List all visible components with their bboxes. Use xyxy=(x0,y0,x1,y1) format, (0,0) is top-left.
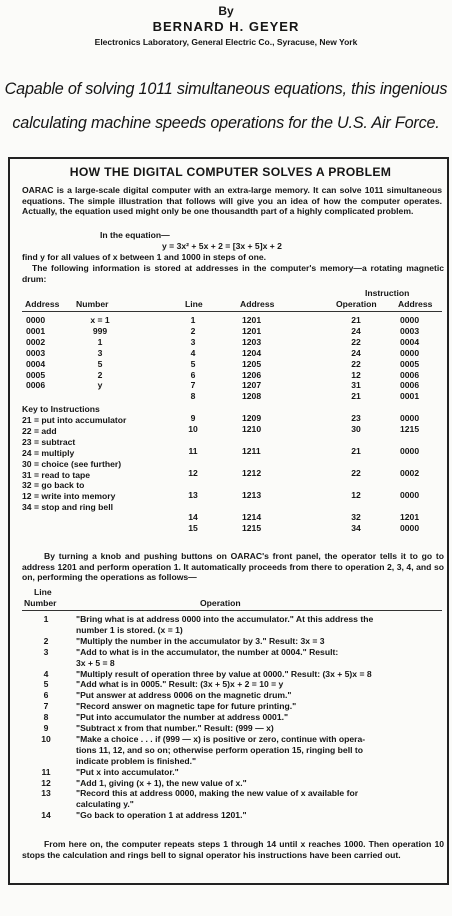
operation-text: "Record answer on magnetic tape for future printing." xyxy=(76,701,297,712)
program-line: 10 xyxy=(188,424,198,434)
program-address: 1210 xyxy=(242,424,262,434)
header-line: Line xyxy=(185,299,203,309)
program-address: 1203 xyxy=(242,336,262,347)
header-address-3: Address xyxy=(398,299,433,309)
operation-text: "Put x into accumulator." xyxy=(76,766,179,777)
ops-header-line: Line xyxy=(34,587,52,597)
operation-text: "Add 1, giving (x + 1), the new value of x." xyxy=(76,777,247,788)
key-item: 32 = go back to xyxy=(22,480,85,491)
program-address: 1201 xyxy=(242,325,262,336)
operation-number: 3 xyxy=(43,646,49,657)
knob-paragraph: By turning a knob and pushing buttons on OARAC's front panel, the operator tells it to go to address 1201 and perform operation 1. It automatically proceeds from there to operation 2, 3, 4, and so on, performing the operations as follows— xyxy=(22,551,444,583)
author-name: BERNARD H. GEYER xyxy=(152,19,300,34)
memory-address: 0001 xyxy=(26,325,46,336)
closing-paragraph: From here on, the computer repeats steps 1 through 14 until x reaches 1000. Then operation 10 stops the calculation and rings bell to signal operator his instructions have been carried out. xyxy=(22,839,444,860)
program-operation: 24 xyxy=(351,347,361,358)
program-line: 12 xyxy=(188,468,198,478)
operation-number: 13 xyxy=(41,788,51,799)
operation-number: 1 xyxy=(43,614,49,624)
program-line: 5 xyxy=(190,358,196,369)
operation-text: "Multiply result of operation three by value at 0000." Result: (3x + 5)x = 8 xyxy=(76,668,372,679)
program-operation: 30 xyxy=(351,424,361,434)
program-address: 1201 xyxy=(242,315,262,325)
memory-number: 3 xyxy=(97,347,103,358)
operation-number: 5 xyxy=(43,679,49,690)
program-op-address: 0000 xyxy=(400,347,420,358)
program-op-address: 0006 xyxy=(400,380,420,391)
program-address: 1214 xyxy=(242,512,262,522)
memory-address: 0000 xyxy=(26,315,46,325)
program-op-address: 0000 xyxy=(400,446,420,456)
program-address: 1209 xyxy=(242,413,262,423)
program-line: 2 xyxy=(190,325,196,336)
program-operation: 31 xyxy=(351,380,361,391)
program-op-address: 0000 xyxy=(400,413,420,423)
memory-number: y xyxy=(97,380,103,391)
operation-text: "Add what is in 0005." Result: (3x + 5)x + 2 = 10 = y xyxy=(76,679,284,690)
intro-paragraph: OARAC is a large-scale digital computer with an extra-large memory. It can solve 1011 simultaneous equations. The simple illustration that follows will give you an idea of how the computer operates. Actually, the equation used might only be one thousandth part of a highly complicated problem. xyxy=(22,185,442,217)
operation-number: 14 xyxy=(41,810,51,821)
program-line: 6 xyxy=(190,369,196,380)
program-address: 1211 xyxy=(242,446,261,456)
program-op-address: 0006 xyxy=(400,369,420,380)
program-operation: 21 xyxy=(351,391,361,402)
program-line: 1 xyxy=(190,315,196,325)
operation-number: 8 xyxy=(43,712,49,723)
program-line: 4 xyxy=(190,347,196,358)
program-address: 1208 xyxy=(242,391,262,402)
program-operation: 24 xyxy=(351,325,361,336)
program-line: 9 xyxy=(190,413,196,423)
in-equation-label: In the equation— xyxy=(100,230,170,240)
memory-address: 0004 xyxy=(26,358,46,369)
operation-number: 6 xyxy=(43,690,49,701)
program-operation: 32 xyxy=(351,512,361,522)
operation-number: 7 xyxy=(43,701,49,712)
operation-text: "Put answer at address 0006 on the magnetic drum." xyxy=(76,690,292,701)
memory-number: 5 xyxy=(97,358,103,369)
operation-text: "Go back to operation 1 at address 1201." xyxy=(76,810,247,821)
program-operation: 21 xyxy=(351,315,361,325)
memory-number: 2 xyxy=(97,369,103,380)
program-address: 1206 xyxy=(242,369,262,380)
key-item: 24 = multiply xyxy=(22,447,75,458)
program-address: 1215 xyxy=(242,523,262,533)
operation-number: 4 xyxy=(43,668,49,679)
program-line: 11 xyxy=(188,446,198,456)
program-line: 3 xyxy=(190,336,196,347)
operation-number: 10 xyxy=(41,733,51,744)
operation-number: 2 xyxy=(43,635,49,646)
program-address: 1212 xyxy=(242,468,262,478)
program-operation: 22 xyxy=(351,468,361,478)
ops-header-number: Number xyxy=(24,598,57,608)
operation-text: "Record this at address 0000, making the new value of x available for xyxy=(76,788,359,799)
program-operation: 12 xyxy=(351,490,361,500)
program-op-address: 0000 xyxy=(400,523,420,533)
memory-number: 999 xyxy=(92,325,108,336)
operation-text: 3x + 5 = 8 xyxy=(76,657,115,668)
key-item: 30 = choice (see further) xyxy=(22,458,122,469)
stored-info-paragraph: The following information is stored at addresses in the computer's memory—a rotating magnetic drum: xyxy=(22,263,444,284)
program-address: 1204 xyxy=(242,347,262,358)
program-address: 1213 xyxy=(242,490,262,500)
key-title: Key to Instructions xyxy=(22,404,100,414)
program-line: 15 xyxy=(188,523,198,533)
program-operation: 23 xyxy=(351,413,361,423)
operation-text: "Add to what is in the accumulator, the number at 0004." Result: xyxy=(76,646,339,657)
operation-number: 9 xyxy=(43,723,49,733)
find-y-text: find y for all values of x between 1 and 1000 in steps of one. xyxy=(22,252,267,262)
ops-rule xyxy=(22,610,442,611)
author-affiliation: Electronics Laboratory, General Electric Co., Syracuse, New York xyxy=(94,37,358,47)
program-operation: 22 xyxy=(351,358,361,369)
program-operation: 34 xyxy=(351,523,361,533)
program-op-address: 0001 xyxy=(400,391,420,402)
program-op-address: 0003 xyxy=(400,325,420,336)
program-line: 7 xyxy=(190,380,196,391)
header-address-2: Address xyxy=(240,299,275,309)
memory-address: 0005 xyxy=(26,369,46,380)
program-line: 14 xyxy=(188,512,198,522)
memory-address: 0002 xyxy=(26,336,46,347)
program-op-address: 0000 xyxy=(400,490,420,500)
operation-number: 12 xyxy=(41,777,51,788)
memory-address: 0003 xyxy=(26,347,46,358)
operation-text: number 1 is stored. (x = 1) xyxy=(76,624,183,635)
memory-number: x = 1 xyxy=(90,315,110,325)
program-operation: 12 xyxy=(351,369,361,380)
program-address: 1205 xyxy=(242,358,262,369)
program-address: 1207 xyxy=(242,380,262,391)
header-instruction: Instruction xyxy=(365,288,410,298)
program-op-address: 0000 xyxy=(400,315,420,325)
program-operation: 21 xyxy=(351,446,361,456)
operation-number: 11 xyxy=(41,766,51,777)
operation-text: "Make a choice . . . if (999 — x) is positive or zero, continue with opera- xyxy=(76,733,366,744)
program-op-address: 1215 xyxy=(400,424,420,434)
key-item: 12 = write into memory xyxy=(22,491,116,502)
key-item: 31 = read to tape xyxy=(22,469,91,480)
header-number: Number xyxy=(76,299,109,309)
program-line: 8 xyxy=(190,391,196,402)
box-title: HOW THE DIGITAL COMPUTER SOLVES A PROBLEM xyxy=(69,165,392,179)
key-item: 21 = put into accumulator xyxy=(22,415,127,425)
program-operation: 22 xyxy=(351,336,361,347)
program-op-address: 0005 xyxy=(400,358,420,369)
program-op-address: 0004 xyxy=(400,336,420,347)
byline-by: By xyxy=(218,4,234,18)
table-rule xyxy=(22,311,442,312)
operation-text: "Put into accumulator the number at address 0001." xyxy=(76,712,289,723)
key-item: 34 = stop and ring bell xyxy=(22,502,113,513)
operation-text: "Bring what is at address 0000 into the accumulator." At this address the xyxy=(76,614,374,624)
operation-text: "Subtract x from that number." Result: (999 — x) xyxy=(76,723,274,733)
sidebar-box xyxy=(8,157,449,885)
operation-text: tions 11, 12, and so on; otherwise perform operation 15, ringing bell to xyxy=(76,744,363,755)
memory-number: 1 xyxy=(97,336,103,347)
memory-address: 0006 xyxy=(26,380,46,391)
operation-text: calculating y." xyxy=(76,799,134,810)
operation-text: indicate problem is finished." xyxy=(76,755,197,766)
key-item: 23 = subtract xyxy=(22,436,76,447)
equation: y = 3x² + 5x + 2 = [3x + 5]x + 2 xyxy=(162,241,282,251)
program-op-address: 1201 xyxy=(400,512,420,522)
headline: Capable of solving 1011 simultaneous equations, this ingenious calculating machine speeds operations for the U.S. Air Force. xyxy=(4,80,448,132)
operation-text: "Multiply the number in the accumulator by 3." Result: 3x = 3 xyxy=(76,635,325,646)
program-line: 13 xyxy=(188,490,198,500)
header-address: Address xyxy=(25,299,60,309)
key-item: 22 = add xyxy=(22,425,57,436)
program-op-address: 0002 xyxy=(400,468,420,478)
header-operation: Operation xyxy=(336,299,377,309)
ops-header-operation: Operation xyxy=(200,598,241,608)
